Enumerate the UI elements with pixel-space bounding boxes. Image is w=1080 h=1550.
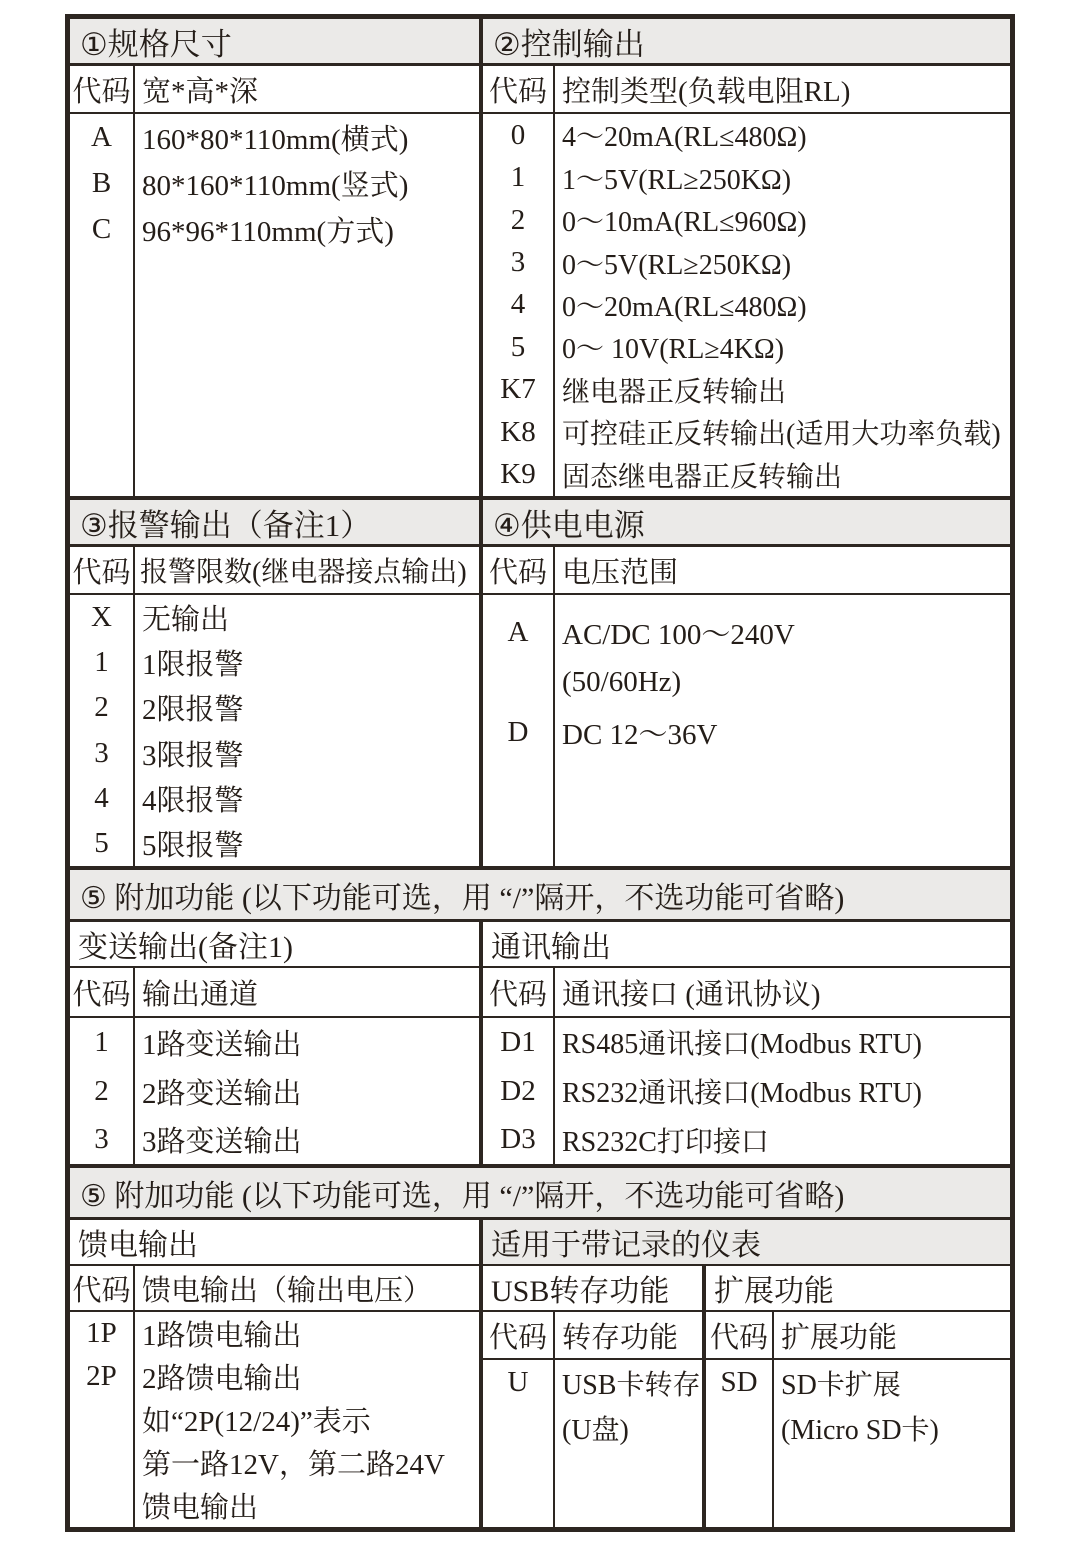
code-cell: 2 (510, 203, 526, 236)
value-cell: RS232通讯接口(Modbus RTU) (562, 1078, 923, 1109)
value-cell: 0～20mA(RL≤480Ω) (562, 291, 807, 323)
code-cell: 5 (94, 826, 109, 859)
code-cell: D (507, 715, 529, 748)
code-cell: B (91, 166, 112, 199)
code-cell: 4 (510, 288, 526, 321)
usb-rows (483, 1360, 702, 1527)
output-channel-column-header: 输出通道 (142, 978, 259, 1011)
value-cell: 1～5V(RL≥250KΩ) (562, 164, 792, 196)
usb-transfer-title: USB转存功能 (483, 1266, 702, 1312)
ordering-spec-table (65, 14, 1015, 1532)
code-cell (70, 1484, 133, 1527)
communication-column-header-row (483, 968, 1010, 1018)
recorder-subtitle: 适用于带记录的仪表 (483, 1220, 1010, 1266)
control-codes (483, 114, 555, 496)
alarm-values (135, 595, 479, 866)
code-column-header: 代码 (70, 968, 135, 1016)
dimensions-column-header-row (70, 66, 479, 114)
transmit-values (135, 1018, 479, 1164)
code-cell: K9 (500, 458, 536, 491)
recorder-functions-block (483, 1220, 1010, 1527)
value-cell: 3限报警 (142, 739, 244, 772)
voltage-range-column-header: 电压范围 (562, 556, 679, 589)
dimension-column-header: 宽*高*深 (142, 75, 259, 108)
transmit-rows (70, 1018, 479, 1164)
code-cell: 3 (94, 1123, 109, 1156)
value-cell: USB卡转存 (562, 1369, 701, 1401)
dimensions-rows (70, 114, 479, 496)
section-control-output-title: ②控制输出 (483, 19, 1010, 66)
sd-expansion-title: 扩展功能 (706, 1266, 1010, 1312)
feed-rows (70, 1312, 479, 1527)
value-cell: DC 12～36V (562, 718, 718, 751)
code-cell: A (91, 120, 112, 153)
power-codes (483, 595, 555, 866)
code-column-header: 代码 (483, 66, 555, 112)
section-power-supply (483, 500, 1010, 866)
code-cell: 5 (510, 330, 526, 363)
value-cell: 第一路12V，第二路24V (142, 1449, 445, 1481)
value-cell: RS232C打印接口 (562, 1126, 769, 1158)
code-cell: X (91, 601, 112, 634)
usb-values (555, 1360, 702, 1527)
value-cell: 4～20mA(RL≤480Ω) (562, 122, 807, 154)
sd-expansion-block (706, 1266, 1010, 1527)
value-cell: AC/DC 100～240V (562, 618, 795, 651)
value-cell: 0～5V(RL≥250KΩ) (562, 249, 792, 281)
sd-codes (706, 1360, 774, 1527)
feed-output-block (70, 1220, 483, 1527)
value-cell: SD卡扩展 (781, 1369, 901, 1401)
code-cell: D2 (500, 1074, 536, 1107)
feed-values (135, 1312, 479, 1527)
value-cell: 160*80*110mm(横式) (142, 123, 409, 156)
value-cell: 如“2P(12/24)”表示 (142, 1406, 371, 1438)
sd-values (774, 1360, 1010, 1527)
code-cell: 2 (94, 1074, 109, 1107)
value-cell: 1路变送输出 (142, 1028, 302, 1061)
code-column-header: 代码 (706, 1312, 774, 1358)
value-cell: 2路馈电输出 (142, 1363, 302, 1395)
transmit-column-header-row (70, 968, 479, 1018)
additional-functions-1-title: ⑤ 附加功能 (以下功能可选，用 “/”隔开，不选功能可省略) (70, 870, 1010, 922)
section-dimensions-title: ①规格尺寸 (70, 19, 479, 66)
communication-rows (483, 1018, 1010, 1164)
control-output-rows (483, 114, 1010, 496)
code-cell: C (91, 212, 112, 245)
value-cell: 固态继电器正反转输出 (562, 461, 843, 493)
power-rows (483, 595, 1010, 866)
code-cell: 2P (86, 1360, 117, 1392)
value-cell: 可控硅正反转输出(适用大功率负载) (562, 419, 1001, 451)
code-cell: U (507, 1366, 529, 1398)
usb-transfer-block (483, 1266, 706, 1527)
value-cell: 馈电输出 (142, 1492, 259, 1524)
value-cell: RS485通讯接口(Modbus RTU) (562, 1029, 923, 1061)
feed-codes (70, 1312, 135, 1527)
code-cell: 1P (86, 1317, 117, 1349)
feed-output-subtitle: 馈电输出 (70, 1220, 479, 1266)
code-cell: 3 (94, 736, 109, 769)
code-cell (70, 1398, 133, 1441)
code-cell: 3 (510, 246, 526, 279)
usb-function-column-header: 转存功能 (562, 1321, 679, 1354)
code-cell: K7 (500, 373, 536, 406)
code-column-header: 代码 (70, 1266, 135, 1310)
code-cell: K8 (500, 415, 536, 448)
code-column-header: 代码 (483, 547, 555, 593)
code-column-header: 代码 (70, 547, 135, 593)
section-dimensions (70, 19, 483, 496)
sd-function-column-header: 扩展功能 (781, 1321, 898, 1354)
section-additional-functions-1 (70, 870, 1010, 1168)
section-dimensions-and-control (70, 19, 1010, 500)
value-cell: (Micro SD卡) (781, 1414, 939, 1446)
control-type-column-header: 控制类型(负载电阻RL) (562, 75, 851, 108)
value-cell: (50/60Hz) (562, 665, 682, 698)
value-cell: 0～10mA(RL≤960Ω) (562, 207, 807, 239)
value-cell: 无输出 (142, 604, 230, 637)
code-cell: D1 (500, 1025, 536, 1058)
code-cell: 1 (94, 646, 109, 679)
power-column-header-row (483, 547, 1010, 595)
transmit-codes (70, 1018, 135, 1164)
code-cell: 1 (510, 161, 526, 194)
dimension-codes (70, 114, 135, 496)
additional-functions-2-title: ⑤ 附加功能 (以下功能可选，用 “/”隔开，不选功能可省略) (70, 1168, 1010, 1220)
control-values (555, 114, 1010, 496)
value-cell: 3路变送输出 (142, 1126, 302, 1159)
section-control-output (483, 19, 1010, 496)
communication-values (555, 1018, 1010, 1164)
code-column-header: 代码 (483, 968, 555, 1016)
value-cell: 1限报警 (142, 649, 244, 682)
value-cell: 5限报警 (142, 829, 244, 862)
alarm-rows (70, 595, 479, 866)
value-cell: 1路馈电输出 (142, 1320, 302, 1352)
sd-column-header-row (706, 1312, 1010, 1360)
section-additional-functions-2 (70, 1168, 1010, 1527)
value-cell: 0～ 10V(RL≥4KΩ) (562, 334, 785, 366)
code-cell: SD (720, 1366, 758, 1398)
code-cell (70, 1441, 133, 1484)
recorder-split (483, 1266, 1010, 1527)
code-cell: 0 (510, 118, 526, 151)
code-cell: 4 (94, 781, 109, 814)
usb-codes (483, 1360, 555, 1527)
usb-column-header-row (483, 1312, 702, 1360)
value-cell: 96*96*110mm(方式) (142, 215, 394, 248)
code-cell: 2 (94, 691, 109, 724)
section-alarm-title: ③报警输出（备注1） (70, 500, 479, 547)
alarm-codes (70, 595, 135, 866)
value-cell: 80*160*110mm(竖式) (142, 169, 409, 202)
code-column-header: 代码 (70, 66, 135, 112)
code-cell: 1 (94, 1025, 109, 1058)
communication-output-block (483, 922, 1010, 1164)
dimension-values (135, 114, 479, 496)
additional-functions-1-body (70, 922, 1010, 1164)
transmit-output-block (70, 922, 483, 1164)
code-cell: A (507, 615, 529, 648)
code-cell (483, 657, 553, 707)
alarm-column-header-row (70, 547, 479, 595)
transmit-output-subtitle: 变送输出(备注1) (70, 922, 479, 968)
alarm-limit-column-header: 报警限数(继电器接点输出) (140, 557, 467, 588)
feed-column-header-row (70, 1266, 479, 1312)
control-column-header-row (483, 66, 1010, 114)
code-column-header: 代码 (483, 1312, 555, 1358)
section-alarm-and-power (70, 500, 1010, 870)
section-power-title: ④供电电源 (483, 500, 1010, 547)
sd-rows (706, 1360, 1010, 1527)
value-cell: 2限报警 (142, 694, 244, 727)
power-values (555, 595, 1010, 866)
value-cell: 4限报警 (142, 784, 244, 817)
value-cell: 2路变送输出 (142, 1077, 302, 1110)
comm-interface-column-header: 通讯接口 (通讯协议) (562, 978, 821, 1011)
value-cell: (U盘) (562, 1414, 629, 1446)
feed-voltage-column-header: 馈电输出（输出电压） (142, 1274, 433, 1307)
section-alarm-output (70, 500, 483, 866)
additional-functions-2-body (70, 1220, 1010, 1527)
value-cell: 继电器正反转输出 (562, 376, 787, 408)
code-cell: D3 (500, 1123, 536, 1156)
communication-output-subtitle: 通讯输出 (483, 922, 1010, 968)
communication-codes (483, 1018, 555, 1164)
